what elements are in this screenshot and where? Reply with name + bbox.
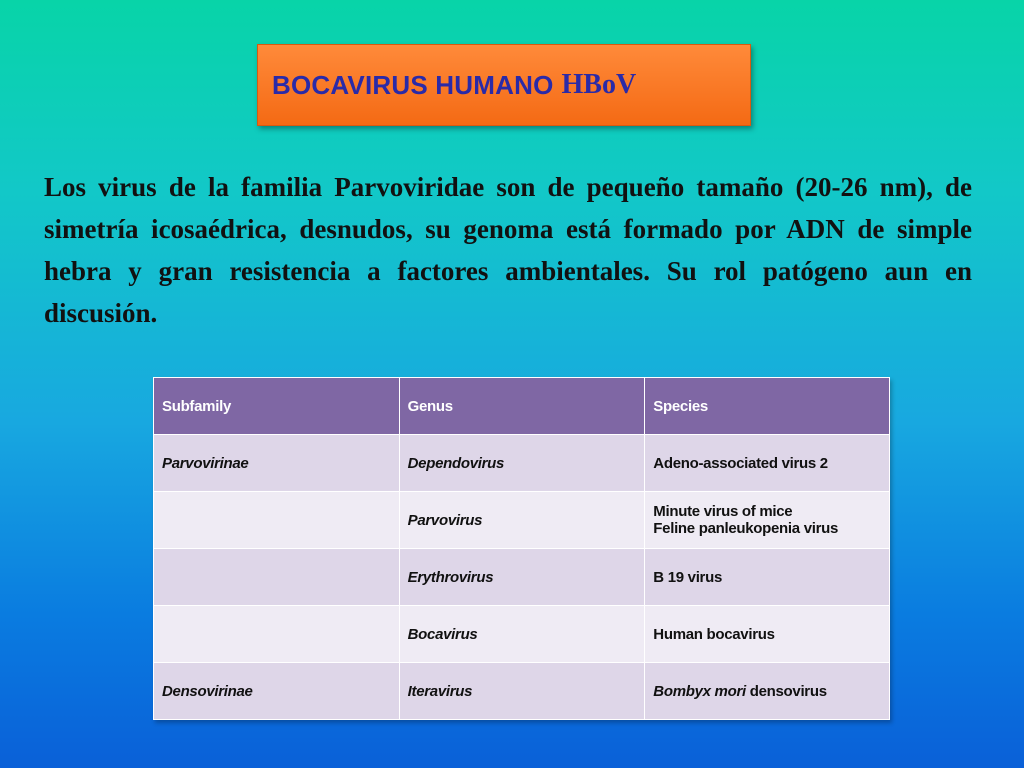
table-row [154, 606, 890, 663]
cell-subfamily [154, 549, 400, 606]
table-row [154, 549, 890, 606]
species-line: Minute virus of mice [653, 503, 793, 520]
cell-genus: Iteravirus [399, 663, 645, 720]
cell-genus: Parvovirus [399, 492, 645, 549]
table-row [154, 663, 890, 720]
cell-subfamily [154, 606, 400, 663]
header-genus: Genus [399, 378, 645, 435]
cell-species: Adeno-associated virus 2 [645, 435, 890, 492]
title-main: BOCAVIRUS HUMANO [272, 69, 554, 100]
species-rest: densovirus [745, 682, 827, 700]
cell-species: Human bocavirus [645, 606, 890, 663]
cell-subfamily [154, 492, 400, 549]
title-abbr: HBoV [561, 69, 637, 100]
cell-subfamily: Parvovirinae [154, 435, 400, 492]
cell-genus: Dependovirus [399, 435, 645, 492]
cell-species: B 19 virus [645, 549, 890, 606]
header-species: Species [645, 378, 890, 435]
cell-species [645, 492, 890, 549]
title-box [257, 44, 751, 126]
cell-genus: Erythrovirus [399, 549, 645, 606]
cell-subfamily: Densovirinae [154, 663, 400, 720]
cell-genus: Bocavirus [399, 606, 645, 663]
table-row [154, 435, 890, 492]
body-paragraph: Los virus de la familia Parvoviridae son de pequeño tamaño (20-26 nm), de simetría icosaédrica, desnudos, su genoma está formado por ADN de simple hebra y gran resistencia a factores ambientales. Su rol patógeno aun en discusión. [44, 172, 972, 328]
cell-species [645, 663, 890, 720]
header-subfamily: Subfamily [154, 378, 400, 435]
taxonomy-table [153, 377, 890, 720]
species-italic: Bombyx mori [653, 682, 746, 700]
species-line: Feline panleukopenia virus [653, 520, 839, 537]
table-row [154, 492, 890, 549]
table-header-row [154, 378, 890, 435]
